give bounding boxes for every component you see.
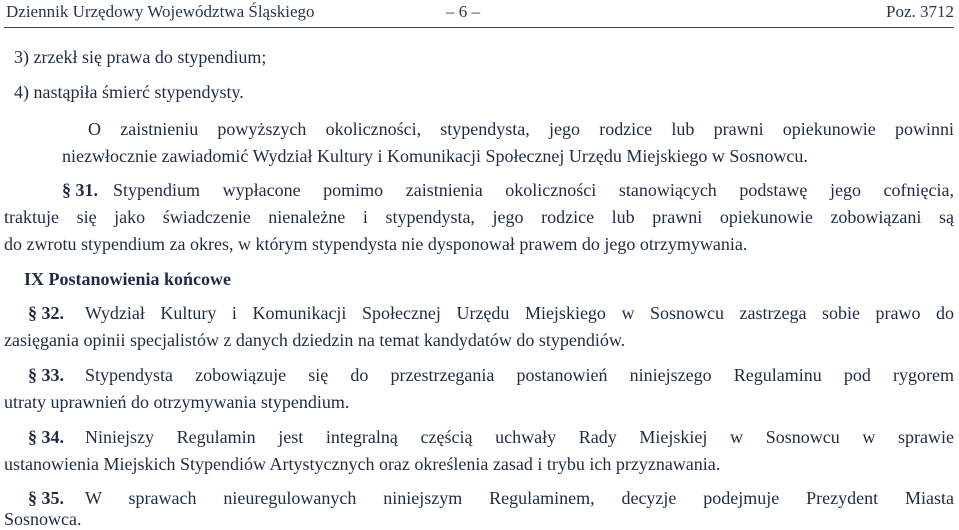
paragraph-34-text-1: Niniejszy Regulamin jest integralną częścią uchwały Rady Miejskiej w Sosnowcu w sprawie: [85, 427, 954, 447]
paragraph-34-number: § 34.: [28, 427, 64, 447]
paragraph-31-text-2: traktuje się jako świadczenie nienależne i stypendysta, jego rodzice lub prawni opiekunowie zobowiązani są: [4, 207, 954, 227]
paragraph-32-text-2: zasięgania opinii specjalistów z danych dziedzin na temat kandydatów do stypendiów.: [4, 330, 626, 350]
section-title: IX Postanowienia końcowe: [24, 269, 232, 289]
paragraph-33-text-2: utraty uprawnień do otrzymywania stypendium.: [4, 392, 350, 412]
paragraph-31-text-1: Stypendium wypłacone pomimo zaistnienia okoliczności stanowiących podstawę jego cofnięcia,: [113, 180, 954, 200]
paragraph-33-number-wrap: [28, 364, 64, 386]
notice-line-2: niezwłocznie zawiadomić Wydział Kultury i Komunikacji Społecznej Urzędu Miejskiego w Sosnowcu.: [62, 146, 808, 166]
paragraph-34-number-wrap: [28, 426, 64, 448]
list-item-3: 3) zrzekł się prawa do stypendium;: [14, 47, 267, 67]
page-header: [6, 2, 954, 26]
paragraph-31-text-3: do zwrotu stypendium za okres, w którym stypendysta nie dysponował prawem do jego otrzymywania.: [4, 234, 748, 254]
paragraph-35-text-2: Sosnowca.: [4, 509, 82, 529]
paragraph-33-number: § 33.: [28, 365, 64, 385]
paragraph-32-number-wrap: [28, 302, 64, 324]
paragraph-35-text-1: W sprawach nieuregulowanych niniejszym Regulaminem, decyzje podejmuje Prezydent Miasta: [85, 488, 954, 508]
paragraph-32-text-1: Wydział Kultury i Komunikacji Społecznej Urzędu Miejskiego w Sosnowcu zastrzega sobie prawo do: [85, 303, 954, 323]
paragraph-35-number: § 35.: [28, 488, 64, 508]
paragraph-31-number: § 31.: [62, 180, 98, 200]
paragraph-34-text-2: ustanowienia Miejskich Stypendiów Artystycznych oraz określenia zasad i trybu ich przyznawania.: [4, 454, 721, 474]
paragraph-32-number: § 32.: [28, 303, 64, 323]
list-item-4: 4) nastąpiła śmierć stypendysty.: [14, 82, 244, 102]
paragraph-35-number-wrap: [28, 487, 64, 509]
paragraph-33-text-1: Stypendysta zobowiązuje się do przestrzegania postanowień niniejszego Regulaminu pod rygorem: [85, 365, 954, 385]
position-number: Poz. 3712: [886, 2, 954, 21]
header-divider: [4, 27, 954, 28]
page-number: – 6 –: [446, 2, 480, 21]
journal-title: Dziennik Urzędowy Województwa Śląskiego: [6, 2, 315, 21]
notice-line-1: O zaistnieniu powyższych okoliczności, stypendysta, jego rodzice lub prawni opiekunowie powinni: [88, 119, 954, 139]
